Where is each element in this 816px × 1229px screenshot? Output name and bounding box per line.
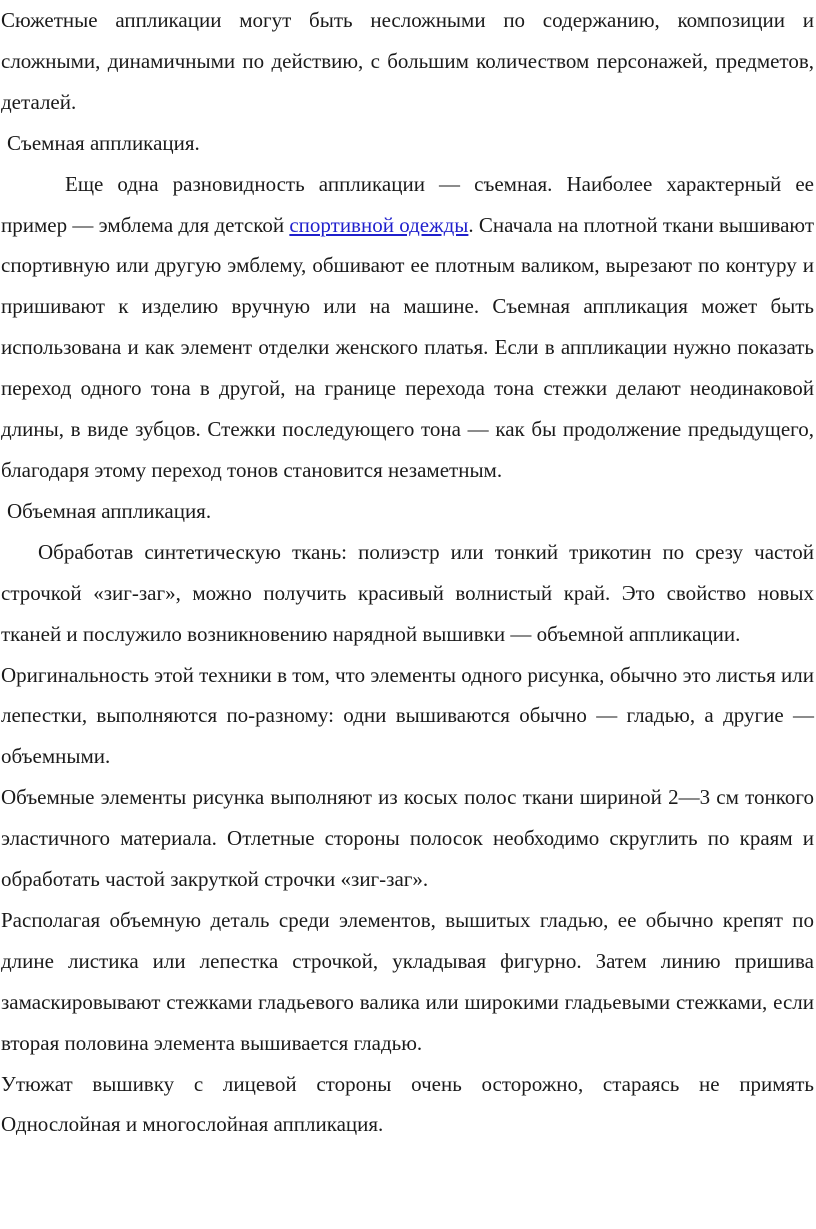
paragraph-removable-applique	[1, 164, 814, 491]
paragraph-ironing: Утюжат вышивку с лицевой стороны очень осторожно, стараясь не примять	[1, 1071, 814, 1096]
paragraph-text: Еще одна разновидность аппликации — съемная. Наиболее характерный ее пример — эмблема для детской	[1, 171, 814, 237]
paragraph-placement: Располагая объемную деталь среди элементов, вышитых гладью, ее обычно крепят по длине листика или лепестка строчкой, укладывая фигурно. Затем линию пришива замаскировывают стежками гладьевого валика или широкими гладьевыми стежками, если вторая половина элемента вышивается гладью.	[1, 907, 814, 1055]
paragraph-synthetic-fabric: Обработав синтетическую ткань: полиэстр или тонкий трикотин по срезу частой строчкой «зиг-заг», можно получить красивый волнистый край. Это свойство новых тканей и послужило возникновению нарядной вышивки — объемной аппликации.	[1, 539, 814, 646]
heading-removable-applique: Съемная аппликация.	[7, 130, 200, 155]
paragraph-plot-applique: Сюжетные аппликации могут быть несложными по содержанию, композиции и сложными, динамичными по действию, с большим количеством персонажей, предметов, деталей.	[1, 8, 814, 114]
sportswear-link[interactable]: спортивной одежды	[289, 212, 469, 237]
paragraph-originality: Оригинальность этой техники в том, что элементы одного рисунка, обычно это листья или лепестки, выполняются по-разному: одни вышиваются обычно — гладью, а другие — объемными.	[1, 662, 814, 769]
paragraph-volumetric-elements: Объемные элементы рисунка выполняют из косых полос ткани шириной 2—3 см тонкого эластичного материала. Отлетные стороны полосок необходимо скруглить по краям и обработать частой закруткой строчки «зиг-заг».	[1, 785, 814, 892]
heading-layered-applique: Однослойная и многослойная аппликация.	[1, 1112, 384, 1137]
heading-volumetric-applique: Объемная аппликация.	[7, 498, 212, 523]
paragraph-text: . Сначала на плотной ткани вышивают спортивную или другую эмблему, обшивают ее плотным валиком, вырезают по контуру и пришивают к изделию вручную или на машине. Съемная аппликация может быть использована и как элемент отделки женского платья. Если в аппликации нужно показать переход одного тона в другой, на границе перехода тона стежки делают неодинаковой длины, в виде зубцов. Стежки последующего тона — как бы продолжение предыдущего, благодаря этому переход тонов становится незаметным.	[1, 212, 815, 482]
